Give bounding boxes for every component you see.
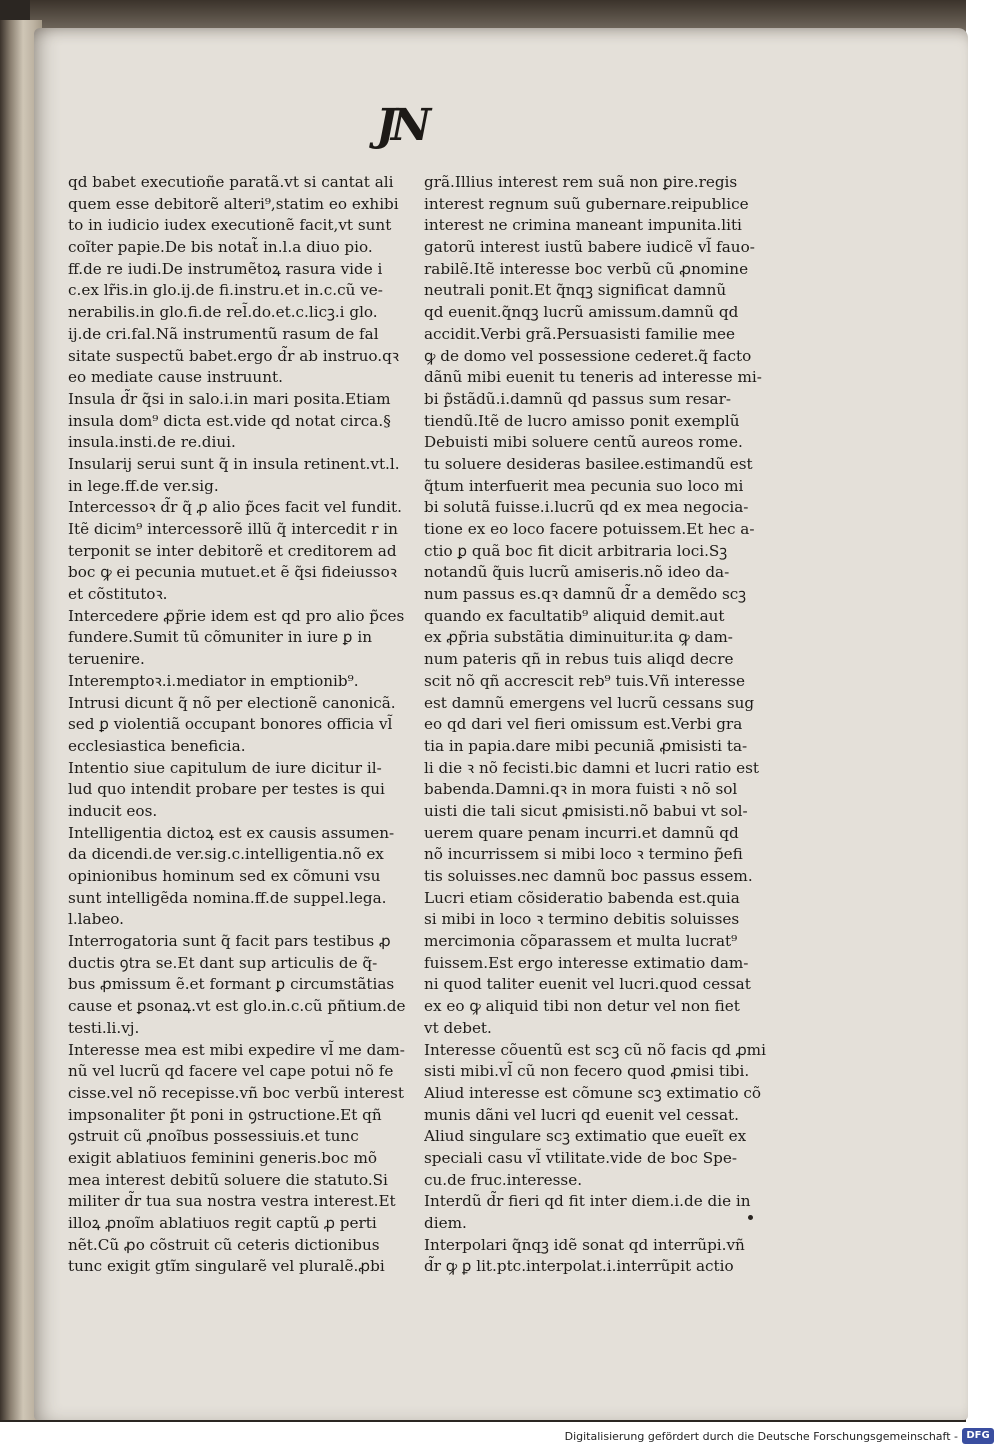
text-line: notandũ q̃uis lucrũ amiseris.nõ ideo da- (424, 563, 730, 582)
text-line: sunt intelligẽda nomina.ff.de suppel.lega. (68, 888, 387, 907)
text-line: Interdũ d̃r fieri qd fit inter diem.i.de die in (424, 1192, 751, 1211)
text-line: militer d̃r tua sua nostra vestra interest.Et (68, 1192, 396, 1211)
text-line: bi p̃stãdũ.i.damnũ qd passus sum resar- (424, 389, 731, 408)
text-line: Aliud singulare scꝫ extimatio que eueĩt ex (424, 1127, 747, 1146)
text-line: testi.li.vj. (68, 1018, 140, 1037)
text-line: neutrali ponit.Et q̃nqꝫ significat damnũ (424, 281, 727, 300)
printer-mark (748, 1215, 753, 1220)
text-line: Intelligentia dictoꝝ est ex causis assumen- (68, 823, 395, 842)
text-line: uerem quare penam incurri.et damnũ qd (424, 823, 739, 842)
text-line: Aliud interesse est cõmune scꝫ extimatio cõ (424, 1083, 761, 1102)
text-line: Insula d̃r q̃si in salo.i.in mari posita.Etiam (68, 389, 391, 408)
text-line: Interpolari q̃nqꝫ idẽ sonat qd interrũpi.vñ (424, 1235, 745, 1254)
text-line: eo mediate cause instruunt. (68, 368, 283, 387)
text-line: Debuisti mibi soluere centũ aureos rome. (424, 433, 743, 452)
text-line: dãnũ mibi euenit tu teneris ad interesse mi- (424, 368, 762, 387)
text-line: impsonaliter p̃t poni in ꝯstructione.Et qñ (68, 1105, 382, 1124)
text-line: ex ꝓp̃ria substãtia diminuitur.ita ꝙ dam- (424, 628, 733, 647)
text-line: num passus es.qꝛ damnũ d̃r a demẽdo scꝫ (424, 585, 747, 604)
text-line: d̃r ꝙ ꝑ lit.ptc.interpolat.i.interrũpit actio (424, 1257, 734, 1276)
text-line: nẽt.Cũ ꝓo cõstruit cũ ceteris dictionibus (68, 1235, 380, 1254)
text-line: scit nõ qñ accrescit reb⁹ tuis.Vñ interesse (424, 671, 745, 690)
text-line: quem esse debitorẽ alteri⁹,statim eo exhibi (68, 194, 399, 213)
text-line: tiendũ.Itẽ de lucro amisso ponit exemplũ (424, 411, 740, 430)
text-line: Intrusi dicunt q̃ nõ per electionẽ canonicã. (68, 693, 396, 712)
text-line: boc ꝙ ei pecunia mutuet.et ẽ q̃si fideiussoꝛ (68, 563, 397, 582)
text-line: tia in papia.dare mibi pecuniã ꝓmisisti ta- (424, 736, 748, 755)
text-line: speciali casu vl̃ vtilitate.vide de boc Spe- (424, 1148, 737, 1167)
text-line: nõ incurrissem si mibi loco ꝛ termino p̃efi (424, 845, 743, 864)
text-line: ni quod taliter euenit vel lucri.quod cessat (424, 975, 751, 994)
text-line: Intercedere ꝓp̃rie idem est qd pro alio p̃ces (68, 606, 405, 625)
text-line: lud quo intendit probare per testes is qui (68, 780, 385, 799)
footer-bar (0, 1422, 1000, 1451)
text-line: teruenire. (68, 650, 145, 669)
text-line: li die ꝛ nõ fecisti.bic damni et lucri ratio est (424, 758, 759, 777)
text-line: q̃tum interfuerit mea pecunia suo loco mi (424, 476, 744, 495)
text-line: ductis ꝯtra se.Et dant sup articulis de q̃- (68, 953, 378, 972)
text-line: ex eo ꝙ aliquid tibi non detur vel non fiet (424, 997, 740, 1016)
text-line: Interrogatoria sunt q̃ facit pars testibus ꝓ (68, 932, 391, 951)
text-line: est damnũ emergens vel lucrũ cessans sug (424, 693, 755, 712)
left-text-column (68, 172, 412, 1278)
text-line: insula dom⁹ dicta est.vide qd notat circa.§ (68, 411, 391, 430)
text-line: tu soluere desideras basilee.estimandũ est (424, 454, 753, 473)
text-line: munis dãni vel lucri qd euenit vel cessat. (424, 1105, 739, 1124)
page-heading-initial: JN (376, 100, 426, 151)
text-line: bi solutã fuisse.i.lucrũ qd ex mea negocia- (424, 498, 749, 517)
text-line: exigit ablatiuos feminini generis.boc mõ (68, 1148, 378, 1167)
text-line: quando ex facultatib⁹ aliquid demit.aut (424, 606, 725, 625)
text-line: in lege.ff.de ver.sig. (68, 476, 219, 495)
text-line: Itẽ dicim⁹ intercessorẽ illũ q̃ intercedit r in (68, 520, 398, 538)
footer-credit: Digitalisierung gefördert durch die Deutsche Forschungsgemeinschaft - (564, 1430, 958, 1443)
text-line: l.labeo. (68, 910, 125, 929)
text-line: ff.de re iudi.De instrumẽtoꝝ rasura vide i (68, 259, 383, 278)
text-line: et cõstitutoꝛ. (68, 585, 168, 604)
text-line: qd euenit.q̃nqꝫ lucrũ amissum.damnũ qd (424, 303, 739, 322)
text-line: inducit eos. (68, 801, 158, 820)
text-line: Interesse cõuentũ est scꝫ cũ nõ facis qd ꝓmi (424, 1040, 766, 1059)
right-margin (966, 0, 1000, 1451)
text-line: babenda.Damni.qꝛ in mora fuisti ꝛ nõ sol (424, 780, 738, 799)
text-line: grã.Illius interest rem suã non ꝑire.regis (424, 173, 738, 191)
text-line: ij.de cri.fal.Nã instrumentũ rasum de fal (68, 324, 379, 343)
text-line: insula.insti.de re.diui. (68, 433, 236, 452)
text-line: da dicendi.de ver.sig.c.intelligentia.nõ ex (68, 845, 384, 864)
text-line: terponit se inter debitorẽ et creditorem ad (68, 541, 397, 560)
text-line: Interesse mea est mibi expedire vl̃ me dam- (68, 1040, 405, 1059)
text-line: uisti die tali sicut ꝓmisisti.nõ babui vt sol- (424, 801, 748, 820)
text-line: tione ex eo loco facere potuissem.Et hec a- (424, 520, 755, 538)
text-line: ꝙ de domo vel possessione cederet.q̃ facto (424, 346, 752, 365)
text-line: bus ꝓmissum ẽ.et formant ꝑ circumstãtias (68, 975, 395, 994)
text-line: Intentio siue capitulum de iure dicitur il- (68, 758, 382, 777)
text-line: Intercessoꝛ d̃r q̃ ꝓ alio p̃ces facit vel fundit. (68, 498, 402, 517)
text-line: rabilẽ.Itẽ interesse boc verbũ cũ ꝓnomine (424, 259, 749, 278)
text-line: tunc exigit gtĩm singularẽ vel pluralẽ.ꝓbi (68, 1257, 385, 1276)
text-line: interest regnum suũ gubernare.reipublice (424, 194, 749, 213)
text-line: ecclesiastica beneficia. (68, 736, 246, 755)
text-line: ctio ꝑ quã boc fit dicit arbitraria loci.Sꝫ (424, 541, 728, 560)
text-line: diem. (424, 1214, 467, 1232)
text-line: Insularij serui sunt q̃ in insula retinent.vt.l. (68, 454, 400, 473)
text-line: c.ex lr̃is.in glo.ij.de fi.instru.et in.c.cũ ve- (68, 281, 383, 300)
text-line: sitate suspectũ babet.ergo d̃r ab instruo.qꝛ (68, 346, 400, 365)
text-line: tis soluisses.nec damnũ boc passus essem. (424, 867, 753, 885)
text-line: interest ne crimina maneant impunita.liti (424, 216, 742, 235)
text-line: mea interest debitũ soluere die statuto.Si (68, 1170, 388, 1189)
text-line: to in iudicio iudex executionẽ facit,vt sunt (68, 216, 392, 235)
text-line: sisti mibi.vl̃ cũ non fecero quod ꝓmisi tibi. (424, 1062, 750, 1081)
text-line: accidit.Verbi grã.Persuasisti familie mee (424, 324, 736, 343)
text-line: ꝯstruit cũ ꝓnoĩbus possessiuis.et tunc (68, 1127, 359, 1146)
right-text-column (424, 172, 772, 1278)
text-line: num pateris qñ in rebus tuis aliqd decre (424, 650, 734, 669)
text-line: gatorũ interest iustũ babere iudicẽ vl̃ fauo- (424, 238, 755, 257)
text-line: sed ꝑ violentiã occupant bonores officia vl̃ (68, 715, 393, 734)
text-line: nerabilis.in glo.fi.de rel̃.do.et.c.licꝫ.i glo. (68, 303, 378, 322)
text-line: cisse.vel nõ recepisse.vñ boc verbũ interest (68, 1083, 404, 1102)
text-line: si mibi in loco ꝛ termino debitis soluisses (424, 910, 740, 929)
dfg-logo: DFG (962, 1428, 994, 1444)
text-line: Interemptoꝛ.i.mediator in emptionib⁹. (68, 671, 359, 690)
text-line: qd babet executioñe paratã.vt si cantat ali (68, 173, 394, 191)
text-line: Lucri etiam cõsideratio babenda est.quia (424, 888, 740, 907)
text-line: illoꝝ ꝓnoĩm ablatiuos regit captũ ꝓ perti (68, 1214, 377, 1232)
text-line: vt debet. (424, 1018, 492, 1037)
text-line: cu.de fruc.interesse. (424, 1170, 583, 1189)
text-line: cause et ꝑsonaꝝ.vt est glo.in.c.cũ pñtium.de (68, 997, 406, 1016)
text-line: eo qd dari vel fieri omissum est.Verbi gra (424, 715, 743, 734)
text-line: fundere.Sumit tũ cõmuniter in iure ꝑ in (68, 628, 372, 647)
text-line: nũ vel lucrũ qd facere vel cape potui nõ fe (68, 1062, 394, 1081)
text-line: coĩter papie.De bis notat̃ in.l.a diuo pio. (68, 238, 373, 257)
text-line: mercimonia cõparassem et multa lucrat⁹ (424, 932, 738, 951)
text-line: fuissem.Est ergo interesse extimatio dam- (424, 953, 749, 972)
text-line: opinionibus hominum sed ex cõmuni vsu (68, 867, 381, 885)
